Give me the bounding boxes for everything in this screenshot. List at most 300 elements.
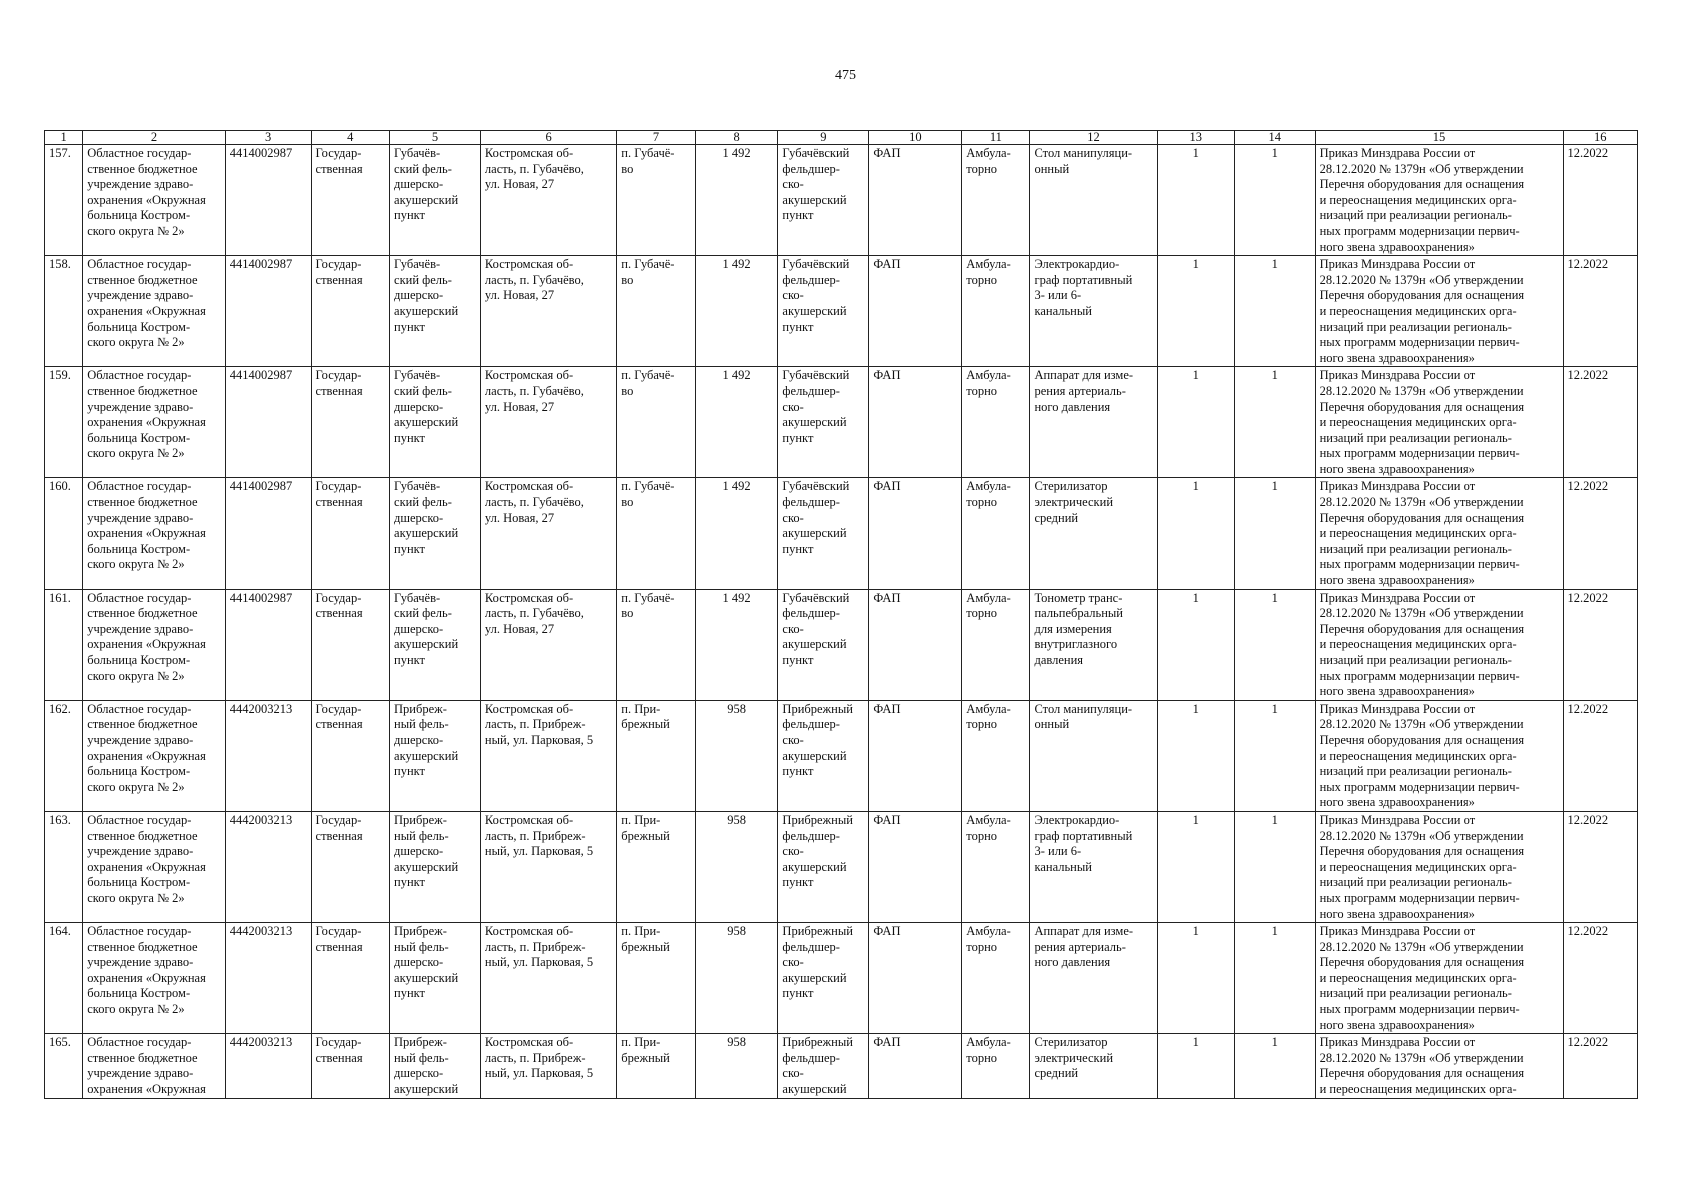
cell-line: Приказ Минздрава России от (1319, 479, 1476, 494)
cell-line: учреждение здраво- (87, 177, 194, 192)
cell-line: низаций при реализации региональ- (1319, 986, 1512, 1001)
cell-form (962, 478, 1030, 589)
cell-line: ный, ул. Парковая, 5 (484, 732, 594, 747)
cell-line: 28.12.2020 № 1379н «Об утверждении (1319, 717, 1524, 732)
cell-line: Государ- (315, 812, 362, 827)
cell-line: ственная (315, 828, 363, 843)
cell-line: Губачёвский (782, 479, 850, 494)
cell-population: 1 492 (695, 589, 778, 700)
cell-line: охранения «Окружная (87, 970, 206, 985)
cell-line: ско- (782, 1066, 804, 1081)
cell-line: Костромская об- (484, 812, 574, 827)
cell-form (962, 1034, 1030, 1098)
cell-line: больница Костром- (87, 541, 191, 556)
cell-form (962, 256, 1030, 367)
cell-line: Перечня оборудования для оснащения (1319, 955, 1525, 970)
cell-line: Областное государ- (87, 590, 192, 605)
cell-equipment (1030, 256, 1157, 367)
col-header: 6 (480, 131, 616, 145)
cell-line: Перечня оборудования для оснащения (1319, 399, 1525, 414)
cell-line: Стерилизатор (1034, 1035, 1108, 1050)
cell-type: ФАП (869, 256, 962, 367)
cell-line: ный фель- (394, 828, 449, 843)
cell-line: Областное государ- (87, 368, 192, 383)
cell-line: Амбула- (966, 368, 1011, 383)
cell-line: 28.12.2020 № 1379н «Об утверждении (1319, 161, 1524, 176)
cell-unit-name (778, 478, 869, 589)
table-row (45, 478, 1638, 589)
page-number: 475 (835, 68, 856, 83)
cell-line: Прибрежный (782, 1035, 853, 1050)
cell-line: ласть, п. Губачёво, (484, 383, 584, 398)
cell-number: 164. (45, 923, 83, 1034)
cell-population: 958 (695, 1034, 778, 1098)
cell-line: ственное бюджетное (87, 717, 198, 732)
cell-line: Губачёвский (782, 590, 850, 605)
cell-line: пункт (782, 986, 814, 1001)
cell-line: Государ- (315, 479, 362, 494)
cell-line: торно (966, 828, 998, 843)
cell-line: пункт (394, 430, 426, 445)
cell-line: ственное бюджетное (87, 495, 198, 510)
cell-line: Костромская об- (484, 257, 574, 272)
cell-line: давления (1034, 653, 1084, 667)
cell-line: электрический (1034, 495, 1114, 510)
cell-line: учреждение здраво- (87, 621, 194, 636)
cell-equipment (1030, 367, 1157, 478)
cell-unit-name (778, 1034, 869, 1098)
cell-line: акушерский (394, 192, 459, 207)
cell-locality (617, 145, 696, 256)
cell-locality (617, 1034, 696, 1098)
col-header: 14 (1235, 131, 1316, 145)
table-row (45, 256, 1638, 367)
cell-number: 161. (45, 589, 83, 700)
cell-date: 12.2022 (1563, 589, 1637, 700)
cell-line: ного звена здравоохранения» (1319, 573, 1475, 588)
cell-line: ственная (315, 383, 363, 398)
cell-line: ный фель- (394, 1050, 449, 1065)
cell-line: фельдшер- (782, 939, 840, 954)
cell-line: ных программ модернизации первич- (1319, 779, 1520, 794)
column-number-row (45, 131, 1638, 145)
cell-line: и переоснащения медицинских орга- (1319, 415, 1517, 430)
cell-line: во (621, 606, 634, 621)
cell-organization (83, 923, 226, 1034)
cell-line: Прибрежный (782, 701, 853, 716)
cell-line: п. При- (621, 701, 661, 716)
cell-line: акушерский (394, 970, 459, 985)
cell-line: ского округа № 2» (87, 1002, 185, 1017)
cell-line: ных программ модернизации первич- (1319, 668, 1520, 683)
cell-line: п. При- (621, 924, 661, 939)
cell-line: Перечня оборудования для оснащения (1319, 1066, 1525, 1081)
cell-line: Приказ Минздрава России от (1319, 1035, 1476, 1050)
cell-line: Областное государ- (87, 701, 192, 716)
cell-line: охранения «Окружная (87, 415, 206, 430)
cell-line: торно (966, 939, 998, 954)
cell-ownership (311, 700, 390, 811)
cell-line: ул. Новая, 27 (484, 177, 555, 192)
cell-line: ский фель- (394, 606, 452, 621)
cell-line: больница Костром- (87, 986, 191, 1001)
cell-unit-name (778, 256, 869, 367)
cell-line: п. Губачё- (621, 368, 675, 383)
cell-line: фельдшер- (782, 1050, 840, 1065)
cell-basis (1315, 1034, 1563, 1098)
cell-date: 12.2022 (1563, 256, 1637, 367)
cell-line: фельдшер- (782, 161, 840, 176)
cell-locality (617, 256, 696, 367)
cell-line: ул. Новая, 27 (484, 399, 555, 414)
cell-line: Губачёвский (782, 257, 850, 272)
col-header: 7 (617, 131, 696, 145)
cell-line: ный, ул. Парковая, 5 (484, 844, 594, 859)
cell-line: Областное государ- (87, 812, 192, 827)
cell-line: охранения «Окружная (87, 192, 206, 207)
cell-line: п. При- (621, 1035, 661, 1050)
cell-line: ных программ модернизации первич- (1319, 557, 1520, 572)
cell-line: Приказ Минздрава России от (1319, 924, 1476, 939)
cell-line: ского округа № 2» (87, 890, 185, 905)
cell-inn: 4414002987 (225, 589, 311, 700)
cell-line: Губачёв- (394, 368, 441, 383)
cell-line: Прибрежный (782, 924, 853, 939)
cell-line: Государ- (315, 368, 362, 383)
cell-qty-1: 1 (1157, 478, 1234, 589)
cell-qty-2: 1 (1235, 367, 1316, 478)
cell-line: ного давления (1034, 955, 1111, 970)
cell-organization (83, 145, 226, 256)
cell-line: Губачёв- (394, 257, 441, 272)
col-header: 4 (311, 131, 390, 145)
cell-qty-2: 1 (1235, 145, 1316, 256)
cell-line: ственная (315, 272, 363, 287)
cell-line: ственное бюджетное (87, 828, 198, 843)
cell-line: рения артериаль- (1034, 383, 1126, 398)
cell-line: п. Губачё- (621, 146, 675, 160)
cell-unit (390, 145, 481, 256)
cell-line: канальный (1034, 859, 1092, 874)
cell-line: ного звена здравоохранения» (1319, 1017, 1475, 1032)
cell-form (962, 700, 1030, 811)
cell-line: торно (966, 606, 998, 621)
table-row (45, 811, 1638, 922)
cell-line: ственное бюджетное (87, 161, 198, 176)
cell-qty-2: 1 (1235, 478, 1316, 589)
cell-organization (83, 478, 226, 589)
cell-line: ный, ул. Парковая, 5 (484, 955, 594, 970)
cell-unit (390, 478, 481, 589)
cell-line: ского округа № 2» (87, 335, 185, 350)
cell-form (962, 923, 1030, 1034)
cell-line: пункт (394, 986, 426, 1001)
cell-population: 958 (695, 923, 778, 1034)
cell-line: во (621, 495, 634, 510)
cell-unit (390, 700, 481, 811)
cell-line: Перечня оборудования для оснащения (1319, 732, 1525, 747)
cell-line: Государ- (315, 590, 362, 605)
cell-number: 160. (45, 478, 83, 589)
cell-inn: 4414002987 (225, 478, 311, 589)
cell-type: ФАП (869, 1034, 962, 1098)
cell-line: ско- (782, 955, 804, 970)
cell-line: акушерский (394, 748, 459, 763)
cell-line: Областное государ- (87, 1035, 192, 1050)
cell-line: Амбула- (966, 701, 1011, 716)
cell-line: брежный (621, 939, 670, 954)
col-header: 11 (962, 131, 1030, 145)
cell-line: во (621, 383, 634, 398)
cell-line: Губачёвский (782, 368, 850, 383)
cell-basis (1315, 256, 1563, 367)
cell-equipment (1030, 1034, 1157, 1098)
cell-locality (617, 589, 696, 700)
cell-type: ФАП (869, 700, 962, 811)
cell-line: 28.12.2020 № 1379н «Об утверждении (1319, 272, 1524, 287)
col-header: 2 (83, 131, 226, 145)
cell-number: 158. (45, 256, 83, 367)
cell-line: Тонометр транс- (1034, 590, 1123, 605)
cell-line: низаций при реализации региональ- (1319, 653, 1512, 667)
cell-line: акушерский (782, 415, 847, 430)
cell-line: пункт (782, 541, 814, 556)
cell-line: ственная (315, 606, 363, 621)
cell-line: Стол манипуляци- (1034, 146, 1133, 160)
cell-basis (1315, 589, 1563, 700)
cell-form (962, 811, 1030, 922)
cell-address (480, 1034, 616, 1098)
cell-line: ственное бюджетное (87, 606, 198, 621)
cell-type: ФАП (869, 923, 962, 1034)
cell-line: п. Губачё- (621, 479, 675, 494)
table-row (45, 700, 1638, 811)
cell-line: внутриглазного (1034, 637, 1118, 652)
cell-line: ласть, п. Прибреж- (484, 939, 586, 954)
cell-organization (83, 256, 226, 367)
cell-line: Перечня оборудования для оснащения (1319, 177, 1525, 192)
cell-line: Амбула- (966, 924, 1011, 939)
cell-line: охранения «Окружная (87, 1082, 206, 1097)
cell-line: граф портативный (1034, 828, 1133, 843)
cell-qty-2: 1 (1235, 589, 1316, 700)
cell-line: Костромская об- (484, 924, 574, 939)
col-header: 12 (1030, 131, 1157, 145)
cell-basis (1315, 478, 1563, 589)
cell-population: 958 (695, 700, 778, 811)
cell-line: Амбула- (966, 479, 1011, 494)
table-row (45, 923, 1638, 1034)
cell-line: Электрокардио- (1034, 257, 1120, 272)
col-header: 5 (390, 131, 481, 145)
cell-line: ласть, п. Губачёво, (484, 495, 584, 510)
cell-unit (390, 589, 481, 700)
cell-type: ФАП (869, 367, 962, 478)
cell-line: ский фель- (394, 161, 452, 176)
cell-line: ско- (782, 177, 804, 192)
cell-line: пункт (394, 541, 426, 556)
cell-line: ско- (782, 510, 804, 525)
cell-line: и переоснащения медицинских орга- (1319, 1082, 1517, 1097)
cell-population: 1 492 (695, 367, 778, 478)
cell-line: пальпебральный (1034, 606, 1123, 621)
cell-basis (1315, 811, 1563, 922)
cell-line: ственное бюджетное (87, 1050, 198, 1065)
cell-population: 1 492 (695, 256, 778, 367)
col-header: 16 (1563, 131, 1637, 145)
cell-line: Костромская об- (484, 701, 574, 716)
cell-locality (617, 367, 696, 478)
cell-qty-2: 1 (1235, 811, 1316, 922)
cell-line: Амбула- (966, 590, 1011, 605)
cell-line: Приказ Минздрава России от (1319, 590, 1476, 605)
cell-line: Приказ Минздрава России от (1319, 701, 1476, 716)
cell-line: дшерско- (394, 288, 444, 303)
cell-line: ственное бюджетное (87, 272, 198, 287)
cell-line: акушерский (782, 303, 847, 318)
cell-line: ско- (782, 732, 804, 747)
cell-line: ско- (782, 399, 804, 414)
cell-unit-name (778, 923, 869, 1034)
cell-qty-1: 1 (1157, 367, 1234, 478)
cell-line: низаций при реализации региональ- (1319, 764, 1512, 779)
cell-line: ного звена здравоохранения» (1319, 906, 1475, 921)
cell-line: и переоснащения медицинских орга- (1319, 637, 1517, 652)
cell-line: ственная (315, 161, 363, 176)
cell-type: ФАП (869, 811, 962, 922)
cell-line: торно (966, 161, 998, 176)
cell-ownership (311, 478, 390, 589)
cell-line: 28.12.2020 № 1379н «Об утверждении (1319, 939, 1524, 954)
cell-line: ул. Новая, 27 (484, 510, 555, 525)
cell-line: Аппарат для изме- (1034, 924, 1134, 939)
cell-line: ласть, п. Прибреж- (484, 828, 586, 843)
cell-line: Приказ Минздрава России от (1319, 257, 1476, 272)
cell-date: 12.2022 (1563, 1034, 1637, 1098)
cell-form (962, 145, 1030, 256)
cell-line: ного звена здравоохранения» (1319, 684, 1475, 699)
cell-line: онный (1034, 717, 1070, 732)
cell-line: ско- (782, 288, 804, 303)
cell-line: акушерский (394, 637, 459, 652)
cell-unit (390, 367, 481, 478)
cell-basis (1315, 923, 1563, 1034)
cell-line: акушерский (394, 303, 459, 318)
cell-line: пункт (782, 764, 814, 779)
cell-line: акушерский (394, 415, 459, 430)
cell-line: 3- или 6- (1034, 288, 1082, 303)
cell-inn: 4442003213 (225, 923, 311, 1034)
cell-line: 28.12.2020 № 1379н «Об утверждении (1319, 1050, 1524, 1065)
cell-line: ского округа № 2» (87, 668, 185, 683)
cell-line: онный (1034, 161, 1070, 176)
cell-line: учреждение здраво- (87, 955, 194, 970)
cell-line: ный фель- (394, 939, 449, 954)
cell-organization (83, 811, 226, 922)
cell-line: Прибреж- (394, 812, 447, 827)
cell-date: 12.2022 (1563, 478, 1637, 589)
table-row (45, 589, 1638, 700)
cell-address (480, 145, 616, 256)
cell-line: ский фель- (394, 272, 452, 287)
cell-unit-name (778, 145, 869, 256)
cell-line: ственная (315, 939, 363, 954)
cell-unit (390, 811, 481, 922)
cell-line: ного давления (1034, 399, 1111, 414)
cell-line: и переоснащения медицинских орга- (1319, 859, 1517, 874)
cell-basis (1315, 700, 1563, 811)
cell-type: ФАП (869, 589, 962, 700)
cell-qty-1: 1 (1157, 700, 1234, 811)
cell-line: акушерский (782, 1082, 847, 1097)
cell-line: п. При- (621, 812, 661, 827)
cell-line: Костромская об- (484, 590, 574, 605)
cell-line: ного звена здравоохранения» (1319, 461, 1475, 476)
cell-inn: 4442003213 (225, 700, 311, 811)
cell-line: Приказ Минздрава России от (1319, 368, 1476, 383)
cell-line: больница Костром- (87, 653, 191, 667)
cell-line: акушерский (782, 748, 847, 763)
cell-unit-name (778, 700, 869, 811)
cell-unit (390, 256, 481, 367)
cell-ownership (311, 589, 390, 700)
cell-line: торно (966, 272, 998, 287)
cell-line: граф портативный (1034, 272, 1133, 287)
cell-line: Губачёвский (782, 146, 850, 160)
cell-line: Перечня оборудования для оснащения (1319, 288, 1525, 303)
cell-line: охранения «Окружная (87, 526, 206, 541)
cell-line: пункт (394, 319, 426, 334)
table-body (45, 145, 1638, 1099)
cell-line: во (621, 161, 634, 176)
cell-line: 28.12.2020 № 1379н «Об утверждении (1319, 828, 1524, 843)
cell-line: Государ- (315, 924, 362, 939)
cell-number: 162. (45, 700, 83, 811)
cell-ownership (311, 1034, 390, 1098)
cell-line: ского округа № 2» (87, 557, 185, 572)
cell-line: учреждение здраво- (87, 510, 194, 525)
cell-line: ных программ модернизации первич- (1319, 890, 1520, 905)
cell-line: средний (1034, 1066, 1079, 1081)
cell-line: пункт (782, 653, 814, 667)
cell-date: 12.2022 (1563, 700, 1637, 811)
cell-line: ственная (315, 495, 363, 510)
cell-line: ласть, п. Губачёво, (484, 161, 584, 176)
cell-line: низаций при реализации региональ- (1319, 430, 1512, 445)
cell-line: Амбула- (966, 146, 1011, 160)
cell-line: Перечня оборудования для оснащения (1319, 844, 1525, 859)
cell-line: больница Костром- (87, 319, 191, 334)
cell-line: Прибреж- (394, 701, 447, 716)
cell-line: низаций при реализации региональ- (1319, 319, 1512, 334)
cell-equipment (1030, 589, 1157, 700)
cell-qty-2: 1 (1235, 923, 1316, 1034)
cell-line: пункт (394, 208, 426, 223)
cell-population: 1 492 (695, 145, 778, 256)
cell-line: низаций при реализации региональ- (1319, 875, 1512, 890)
cell-line: акушерский (394, 1082, 459, 1097)
cell-line: пункт (782, 319, 814, 334)
cell-line: Прибреж- (394, 924, 447, 939)
cell-population: 958 (695, 811, 778, 922)
cell-equipment (1030, 811, 1157, 922)
cell-line: 28.12.2020 № 1379н «Об утверждении (1319, 495, 1524, 510)
col-header: 3 (225, 131, 311, 145)
cell-line: Амбула- (966, 812, 1011, 827)
cell-line: Прибрежный (782, 812, 853, 827)
cell-line: пункт (394, 764, 426, 779)
cell-ownership (311, 923, 390, 1034)
